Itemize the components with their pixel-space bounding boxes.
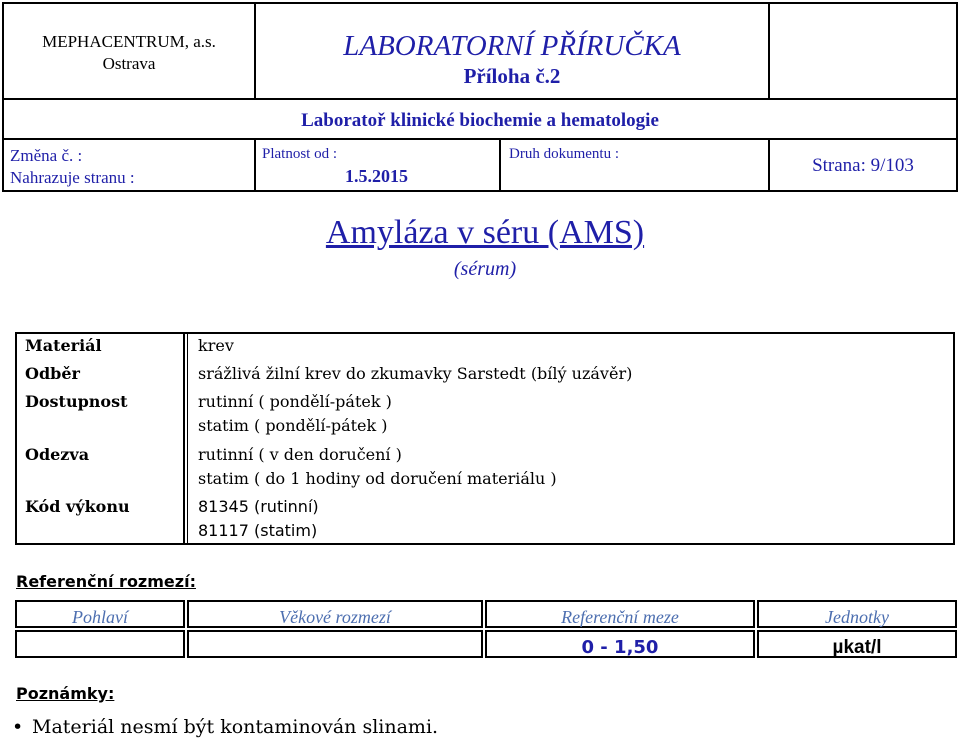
col-header-age: [187, 600, 483, 628]
value-response-statim: statim ( do 1 hodiny od doručení materiálu ): [198, 469, 557, 488]
test-title: [0, 214, 960, 252]
value-availability-routine: rutinní ( pondělí-pátek ): [198, 392, 392, 411]
blank-box: [770, 2, 958, 100]
label-response: Odezva: [25, 445, 90, 464]
notes-heading: Poznámky:: [16, 684, 115, 703]
cell-age: [187, 630, 483, 658]
cell-limits-text: 0 - 1,50: [581, 637, 659, 658]
reference-table: [15, 598, 957, 660]
validity-date: 1.5.2015: [345, 166, 408, 186]
replaces-label: Nahrazuje stranu :: [10, 168, 135, 187]
organization-name: MEPHACENTRUM, a.s.: [42, 32, 216, 51]
note-item: [12, 716, 438, 738]
value-code-routine: 81345 (rutinní): [198, 497, 319, 516]
cell-sex: [15, 630, 185, 658]
col-header-limits: [485, 600, 755, 628]
label-collection: Odběr: [25, 364, 80, 383]
title-box: [256, 2, 770, 100]
document-header: [0, 0, 960, 196]
bullet-icon: •: [12, 716, 24, 738]
col-header-unit: [757, 600, 957, 628]
laboratory-name: Laboratoř klinické biochemie a hematologie: [301, 110, 659, 131]
col-header-sex: [15, 600, 185, 628]
table-divider: [183, 334, 185, 543]
page-number: Strana: 9/103: [812, 155, 914, 176]
label-availability: Dostupnost: [25, 392, 128, 411]
organization-box: [2, 2, 256, 100]
value-response-routine: rutinní ( v den doručení ): [198, 445, 402, 464]
info-table: [15, 332, 955, 545]
doc-type-label: Druh dokumentu :: [509, 146, 619, 162]
test-title-text: Amyláza v séru (AMS): [325, 214, 645, 251]
label-material: Materiál: [25, 336, 102, 355]
table-divider-inner: [187, 334, 188, 543]
reference-heading: Referenční rozmezí:: [16, 572, 196, 591]
col-header-sex-text: Pohlaví: [72, 607, 128, 627]
page-box: [770, 140, 958, 192]
label-code: Kód výkonu: [25, 497, 130, 516]
value-availability-statim: statim ( pondělí-pátek ): [198, 416, 388, 435]
cell-limits: [485, 630, 755, 658]
change-label: Změna č. :: [10, 146, 83, 165]
note-text: Materiál nesmí být kontaminován slinami.: [32, 716, 439, 738]
cell-unit: [757, 630, 957, 658]
value-material: krev: [198, 336, 234, 355]
document-title: LABORATORNÍ PŘÍRUČKA: [343, 30, 681, 62]
cell-unit-text: µkat/l: [832, 637, 882, 658]
test-subtitle: (sérum): [453, 258, 517, 280]
col-header-limits-text: Referenční meze: [561, 607, 679, 627]
col-header-age-text: Věkové rozmezí: [279, 607, 391, 627]
change-box: [2, 140, 256, 192]
col-header-unit-text: Jednotky: [825, 607, 889, 627]
doc-type-box: [501, 140, 770, 192]
organization-city: Ostrava: [102, 54, 156, 73]
value-code-statim: 81117 (statim): [198, 521, 318, 540]
document-annex: Příloha č.2: [463, 64, 561, 88]
lab-box: [2, 100, 958, 140]
validity-box: [256, 140, 501, 192]
validity-label: Platnost od :: [262, 146, 338, 162]
value-collection: srážlivá žilní krev do zkumavky Sarstedt (bílý uzávěr): [198, 364, 633, 383]
